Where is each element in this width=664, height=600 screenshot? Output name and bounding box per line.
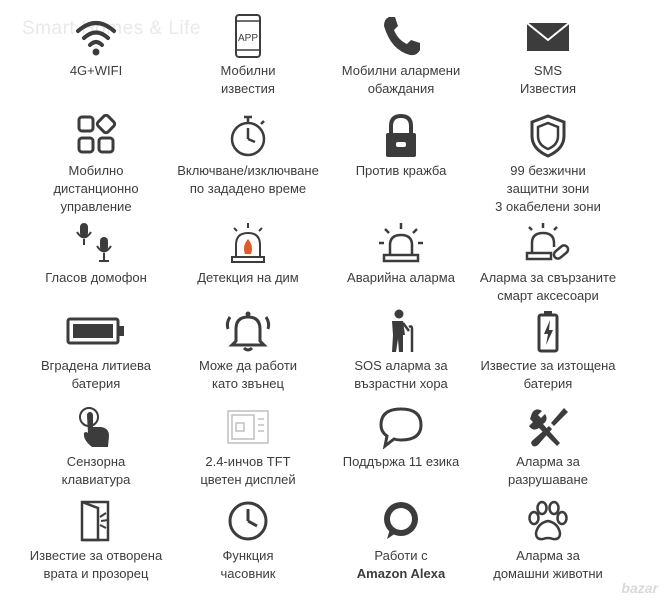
feature-item [165,221,331,287]
feature-item [13,14,179,80]
feature-label: Детекция на дим [197,270,299,285]
envelope-icon [518,14,578,58]
feature-label: Известие за изтощена батерия [480,358,616,391]
feature-label: 99 безжични защитни зони 3 окабелени зони [495,163,601,214]
feature-label: Функция часовник [220,548,276,581]
siren-icon [371,221,431,265]
tft-display-icon [218,405,278,449]
feature-label: Мобилни алармени обаждания [341,63,461,96]
svg-text:APP: APP [237,33,259,44]
feature-label: Аларма за домашни животни [493,548,603,581]
feature-label: Аларма за свързаните смарт аксесоари [479,270,617,303]
feature-label: 4G+WIFI [69,63,123,78]
feature-label: Аларма за разрушаване [508,454,588,487]
feature-item [13,405,179,489]
tools-icon [518,405,578,449]
feature-item [465,221,631,305]
feature-item [318,14,484,98]
feature-item [13,114,179,216]
feature-item [465,114,631,216]
touch-hand-icon [66,405,126,449]
feature-item [165,309,331,393]
feature-label: Мобилни известия [220,63,276,96]
shield-icon [518,114,578,158]
watermark: Smart Homes & Life [22,18,201,39]
feature-item [165,114,331,198]
feature-label: Може да работи като звънец [198,358,298,391]
clock-icon [218,499,278,543]
feature-label: Поддържа 11 езика [342,454,460,469]
feature-label: SMS Известия [519,63,577,96]
smartphone-app-icon [218,14,278,58]
feature-item [465,14,631,98]
feature-item [465,405,631,489]
feature-label: Сензорна клавиатура [61,454,131,487]
feature-item [318,114,484,180]
linked-accessories-icon [518,221,578,265]
feature-item [318,405,484,471]
feature-label: Вградена литиева батерия [41,358,151,391]
feature-item [318,499,484,583]
site-logo: bazar [621,580,658,596]
elderly-person-icon [371,309,431,353]
feature-item [318,221,484,287]
feature-item [13,309,179,393]
wifi-icon [66,14,126,58]
feature-item [13,221,179,287]
battery-low-icon [518,309,578,353]
feature-label: Работи с Amazon Alexa [356,548,446,581]
feature-item [165,14,331,98]
feature-item [13,499,179,583]
feature-label: Мобилно дистанционно управление [53,163,139,214]
feature-label: Гласов домофон [45,270,147,285]
alexa-ring-icon [371,499,431,543]
feature-label: Против кражба [355,163,447,178]
phone-icon [371,14,431,58]
doorbell-icon [218,309,278,353]
open-door-icon [66,499,126,543]
microphone-icon [66,221,126,265]
feature-item [165,405,331,489]
feature-label: Известие за отворена врата и прозорец [29,548,163,581]
stopwatch-icon [218,114,278,158]
app-grid-icon [66,114,126,158]
battery-full-icon [66,309,126,353]
feature-label: SOS аларма за възрастни хора [354,358,448,391]
feature-item [165,499,331,583]
feature-item [465,499,631,583]
feature-label: Включване/изключване по зададено време [177,163,319,196]
paw-icon [518,499,578,543]
feature-item [318,309,484,393]
smoke-detector-icon [218,221,278,265]
padlock-icon [371,114,431,158]
feature-label: 2.4-инчов TFT цветен дисплей [200,454,296,487]
feature-label: Аварийна аларма [347,270,455,285]
speech-bubble-icon [371,405,431,449]
feature-item [465,309,631,393]
